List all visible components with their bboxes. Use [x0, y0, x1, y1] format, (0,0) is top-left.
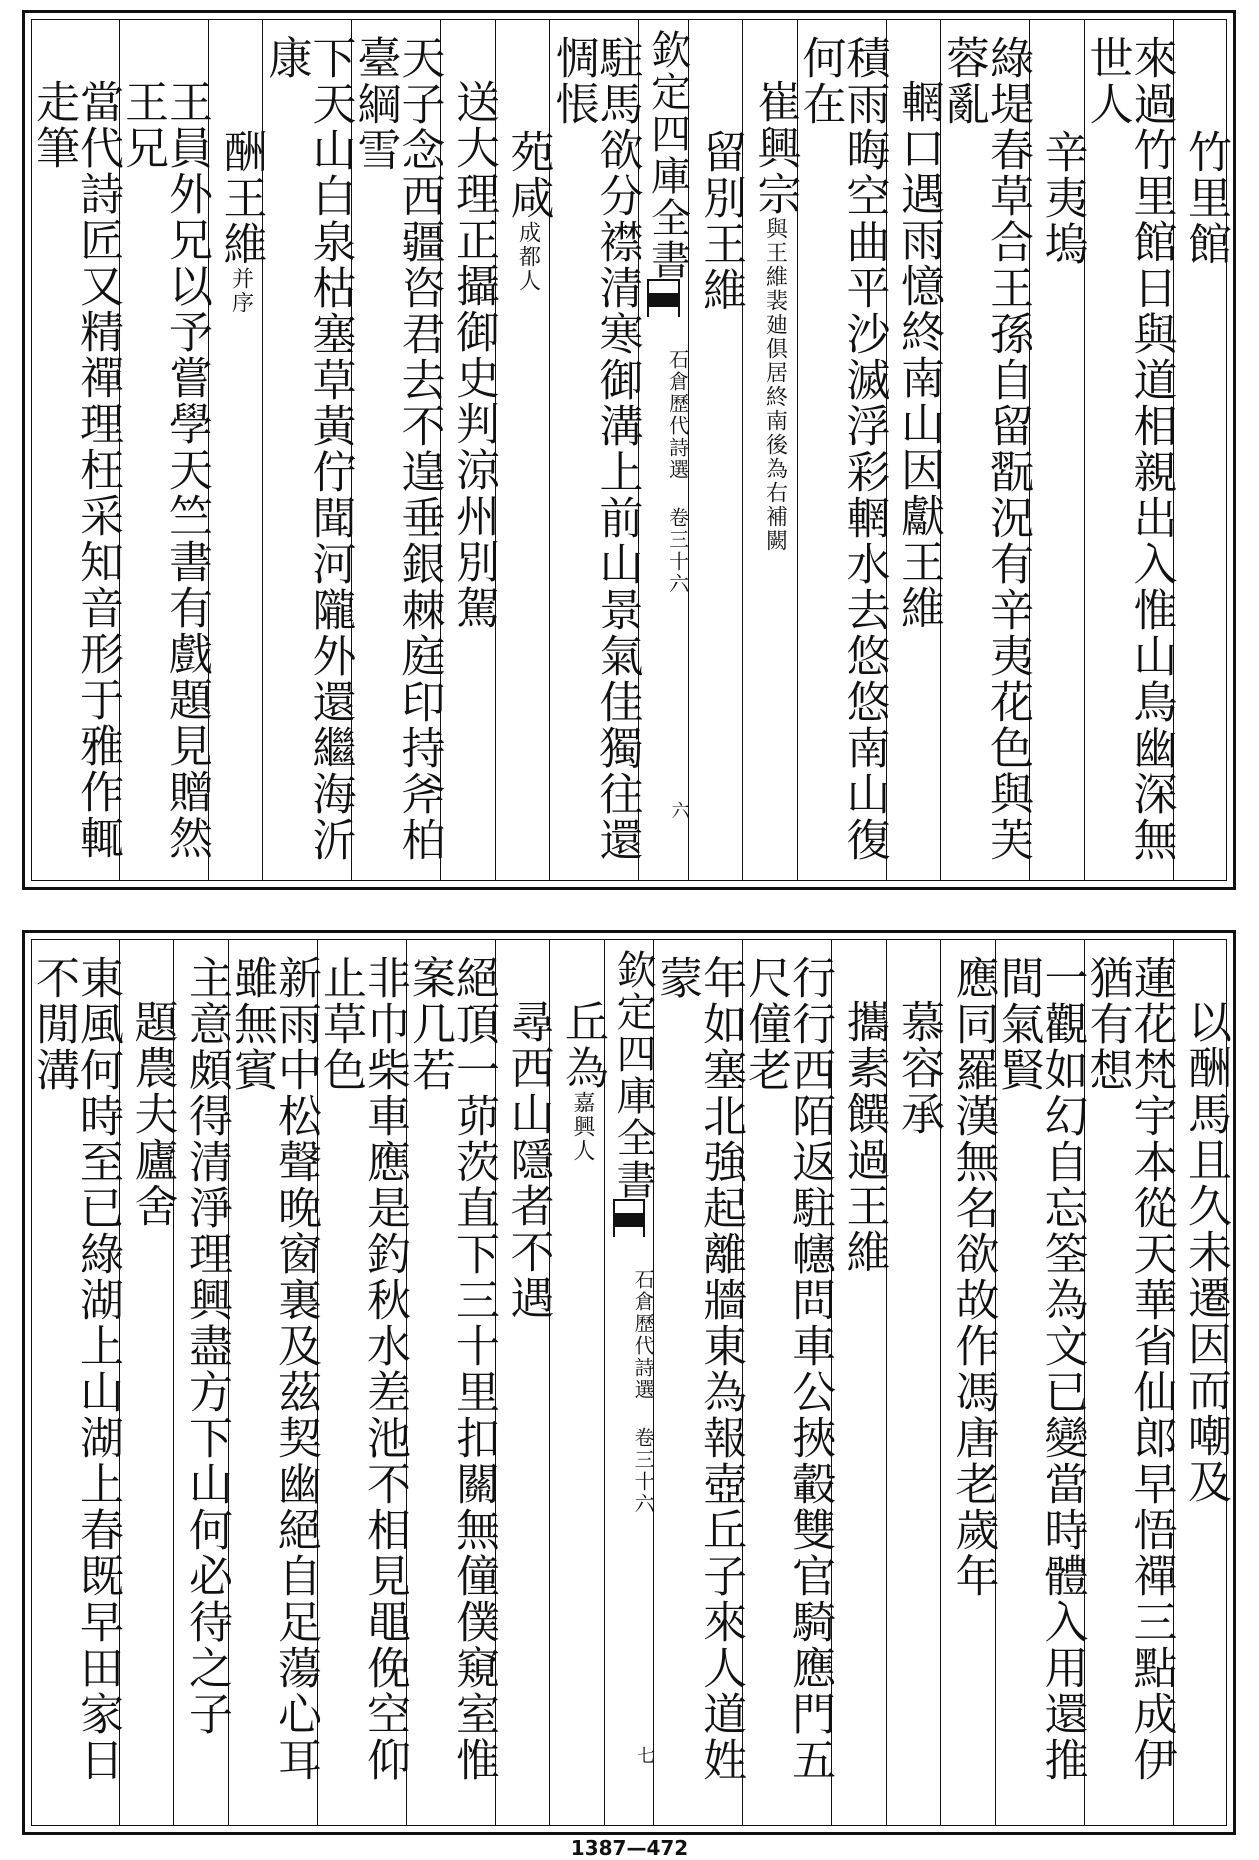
text-column: [938, 19, 1034, 881]
column-text: 綠堤春草合王孫自留翫況有辛夷花色與芙蓉亂: [938, 35, 1034, 863]
column-text: 天子念西疆咨君去不遑垂銀棘庭印持斧柏臺綱雪: [349, 35, 445, 863]
column-text: 新雨中松聲晚窗裏及茲契幽絕自足蕩心耳雖無賓: [225, 955, 321, 1783]
column-text: 非巾柴車應是釣秋水差池不相見黽俛空仰止草色: [314, 955, 410, 1783]
column-text: 留別王維: [695, 129, 747, 313]
column-text: 來過竹里館日與道相親出入惟山鳥幽深無世人: [1081, 35, 1177, 863]
text-column: [119, 939, 178, 1826]
text-column: [1173, 19, 1231, 881]
text-column: [740, 939, 836, 1826]
text-column: [742, 19, 801, 881]
text-column: [27, 19, 123, 881]
column-text: 竹里館: [1180, 129, 1231, 267]
text-column: [225, 939, 321, 1826]
text-column: [831, 939, 890, 1826]
fishtail-mark: [613, 1199, 645, 1237]
column-text: 積雨晦空曲平沙滅浮彩輞水去悠悠南山復何在: [794, 35, 890, 863]
fishtail-mark: [647, 279, 679, 317]
page-number-footer: 1387—472: [570, 1836, 689, 1860]
text-column: [349, 19, 445, 881]
text-column: [940, 939, 999, 1826]
text-column: [1173, 939, 1231, 1826]
gutter-page-number: 六: [668, 801, 690, 821]
column-text: 絕頂一茆茨直下三十里扣關無僮僕窺室惟案几若: [403, 955, 499, 1783]
columns-bottom: [27, 939, 1231, 1826]
column-text: 東風何時至已綠湖上山湖上春既早田家日不閒溝: [27, 955, 123, 1783]
column-text: 年如塞北強起離牆東為報壺丘子來人道姓蒙: [651, 955, 747, 1783]
column-text: 王員外兄以予嘗學天竺書有戲題見贈然王兄: [116, 79, 212, 861]
interlinear-note: 成都人: [515, 221, 541, 293]
page-bottom: [22, 930, 1236, 1835]
column-text: 題農夫廬舍: [126, 999, 178, 1229]
column-text: 輞口遇雨憶終南山因獻王維: [893, 79, 945, 631]
center-gutter: [638, 19, 691, 881]
text-column: [794, 19, 890, 881]
column-text: 尋西山隱者不遇: [502, 999, 554, 1321]
text-column: [886, 19, 945, 881]
text-column: [495, 939, 554, 1826]
column-text: 送大理正攝御史判涼州別駕: [447, 79, 499, 631]
column-text: 當代詩匠又精禪理枉采知音形于雅作輒走筆: [27, 79, 123, 861]
column-text: 駐馬欲分襟清寒御溝上前山景氣佳獨往還惆悵: [547, 35, 643, 863]
center-gutter: [604, 939, 657, 1826]
gutter-title: 欽定四庫全書: [610, 949, 657, 1201]
column-text: 崔興宗: [749, 79, 801, 217]
interlinear-note: 并序: [228, 267, 254, 315]
column-text: 主意頗得清淨理興盡方下山何必待之子: [180, 955, 232, 1737]
interlinear-note: 嘉興人: [569, 1091, 595, 1163]
page-top: [22, 10, 1236, 890]
columns-top: [27, 19, 1231, 881]
text-column: [208, 19, 267, 881]
text-column: [992, 939, 1088, 1826]
column-text: 辛夷塢: [1036, 129, 1088, 267]
column-text: 苑咸: [502, 129, 554, 221]
column-text: 酬王維: [215, 129, 267, 267]
text-column: [27, 939, 123, 1826]
text-column: [314, 939, 410, 1826]
column-text: 攜素饌過王維: [838, 999, 890, 1275]
text-column: [403, 939, 499, 1826]
gutter-book-title: 石倉歷代詩選 卷三十六: [631, 1269, 656, 1515]
gutter-title: 欽定四庫全書: [644, 29, 691, 281]
text-column: [886, 939, 945, 1826]
text-column: [495, 19, 554, 881]
column-text: 一觀如幻自忘筌為文已變當時體入用還推間氣賢: [992, 955, 1088, 1783]
text-column: [549, 939, 608, 1826]
column-text: 慕容承: [893, 999, 945, 1137]
text-column: [651, 939, 747, 1826]
column-text: 丘為: [556, 999, 608, 1091]
column-text: 蓮花梵宇本從天華省仙郎早悟禪三點成伊猶有想: [1081, 955, 1177, 1783]
column-text: 下天山白泉枯塞草黃佇聞河隴外還繼海沂康: [260, 35, 356, 863]
text-column: [688, 19, 747, 881]
text-column: [173, 939, 232, 1826]
gutter-book-title: 石倉歷代詩選 卷三十六: [665, 349, 690, 595]
text-column: [116, 19, 212, 881]
text-column: [1081, 939, 1177, 1826]
text-column: [1081, 19, 1177, 881]
text-column: [1029, 19, 1088, 881]
column-text: 行行西陌返駐幰問車公挾轂雙官騎應門五尺僮老: [740, 955, 836, 1783]
column-text: 以酬馬且久未遷因而嘲及: [1180, 999, 1231, 1505]
gutter-page-number: 七: [634, 1746, 656, 1766]
text-column: [260, 19, 356, 881]
interlinear-note: 與王維裴廸俱居終南後為右補闕: [762, 217, 788, 553]
text-column: [547, 19, 643, 881]
text-column: [440, 19, 499, 881]
column-text: 應同羅漢無名欲故作馮唐老歲年: [947, 955, 999, 1599]
